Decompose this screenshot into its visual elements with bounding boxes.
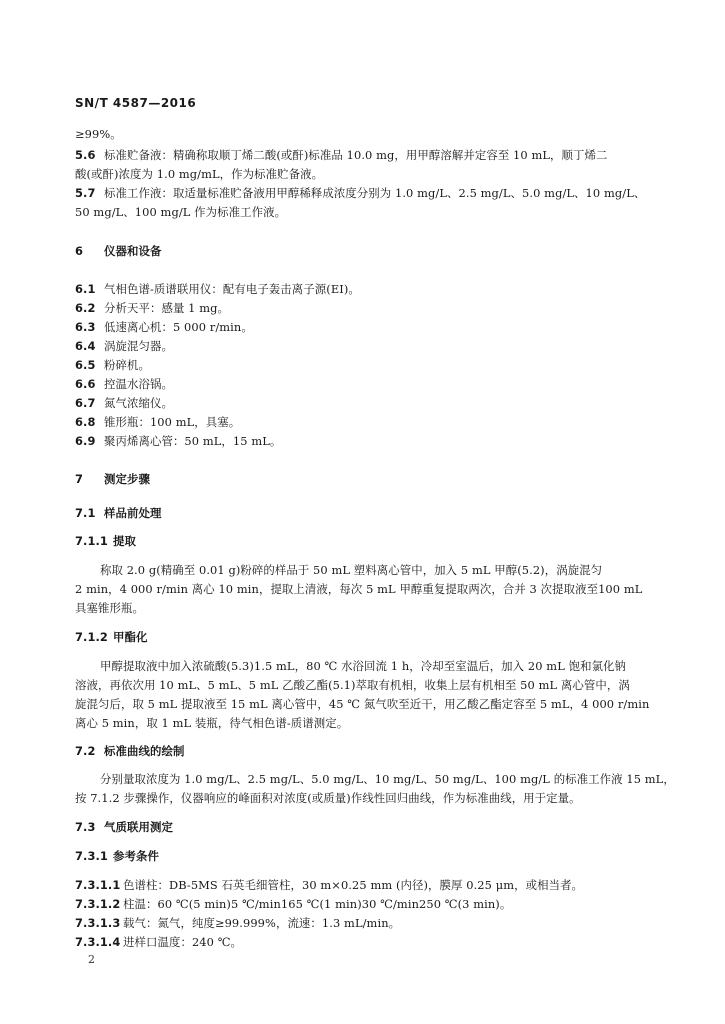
clause-6-5 [75, 358, 150, 373]
clause-text: 标准工作液：取适量标准贮备液用甲醇稀释成浓度分别为 1.0 mg/L、2.5 mg/L、5.0 mg/L、10 mg/L、 [104, 186, 646, 200]
section-number: 7.3.1 [75, 849, 108, 863]
paragraph-line: 2 min，4 000 r/min 离心 10 min，提取上清液，每次 5 mL 甲醇重复提取两次，合并 3 次提取液至100 mL [75, 582, 643, 596]
clause-5-6 [75, 148, 607, 163]
clause-number: 6.7 [75, 396, 96, 410]
page-number: 2 [88, 953, 95, 966]
clause-number: 6.4 [75, 339, 96, 353]
clause-text: 色谱柱：DB-5MS 石英毛细管柱，30 m×0.25 mm (内径)，膜厚 0.25 μm，或相当者。 [123, 878, 584, 892]
clause-7-3-1-1 [75, 878, 583, 893]
clause-6-9 [75, 434, 281, 449]
section-number: 6 [75, 244, 84, 258]
section-number: 7.1 [75, 506, 96, 520]
section-title: 提取 [113, 534, 136, 548]
paragraph-line: 分别量取浓度为 1.0 mg/L、2.5 mg/L、5.0 mg/L、10 mg/L、50 mg/L、100 mg/L 的标准工作液 15 mL， [100, 772, 675, 786]
clause-5-7 [75, 186, 645, 201]
text-line: 酸(或酐)浓度为 1.0 mg/mL，作为标准贮备液。 [75, 167, 324, 181]
section-7-heading [75, 472, 150, 487]
section-title: 甲酯化 [113, 630, 148, 644]
section-7-1-2-heading [75, 630, 147, 645]
clause-text: 低速离心机：5 000 r/min。 [104, 320, 253, 334]
standard-number-header: SN/T 4587—2016 [75, 96, 197, 110]
section-number: 7.3 [75, 820, 96, 834]
clause-number: 7.3.1.3 [75, 916, 121, 930]
section-title: 气质联用测定 [104, 820, 173, 834]
clause-text: 柱温：60 ℃(5 min)5 ℃/min165 ℃(1 min)30 ℃/min250 ℃(3 min)。 [123, 897, 512, 911]
paragraph-line: 旋混匀后，取 5 mL 提取液至 15 mL 离心管中，45 ℃ 氮气吹至近干，用乙酸乙酯定容至 5 mL，4 000 r/min [75, 697, 650, 711]
clause-7-3-1-3 [75, 916, 400, 931]
section-title: 标准曲线的绘制 [104, 744, 185, 758]
clause-number: 5.6 [75, 148, 96, 162]
clause-6-7 [75, 396, 173, 411]
clause-6-4 [75, 339, 173, 354]
paragraph-line: 具塞锥形瓶。 [75, 601, 144, 615]
text-line: ≥99%。 [75, 127, 122, 141]
clause-text: 标准贮备液：精确称取顺丁烯二酸(或酐)标准品 10.0 mg，用甲醇溶解并定容至 10 mL，顺丁烯二 [104, 148, 608, 162]
section-number: 7.1.1 [75, 534, 108, 548]
section-7-3-1-heading [75, 849, 159, 864]
section-7-1-heading [75, 506, 161, 521]
clause-6-2 [75, 301, 229, 316]
clause-7-3-1-2 [75, 897, 511, 912]
clause-number: 6.1 [75, 282, 96, 296]
section-title: 参考条件 [113, 849, 159, 863]
section-number: 7.1.2 [75, 630, 108, 644]
clause-7-3-1-4 [75, 935, 242, 950]
clause-text: 载气：氮气，纯度≥99.999%，流速：1.3 mL/min。 [123, 916, 401, 930]
clause-text: 分析天平：感量 1 mg。 [104, 301, 230, 315]
paragraph-line: 溶液，再依次用 10 mL、5 mL、5 mL 乙酸乙酯(5.1)萃取有机相，收集上层有机相至 50 mL 离心管中，涡 [75, 678, 630, 692]
section-number: 7.2 [75, 744, 96, 758]
clause-6-6 [75, 377, 173, 392]
clause-text: 氮气浓缩仪。 [104, 396, 173, 410]
section-7-3-heading [75, 820, 173, 835]
section-title: 样品前处理 [104, 506, 162, 520]
clause-text: 涡旋混匀器。 [104, 339, 173, 353]
clause-text: 进样口温度：240 ℃。 [123, 935, 243, 949]
section-6-heading [75, 244, 161, 259]
clause-number: 7.3.1.1 [75, 878, 121, 892]
clause-6-3 [75, 320, 253, 335]
clause-number: 6.3 [75, 320, 96, 334]
clause-number: 5.7 [75, 186, 96, 200]
section-7-1-1-heading [75, 534, 136, 549]
section-title: 仪器和设备 [104, 244, 162, 258]
clause-number: 6.2 [75, 301, 96, 315]
section-title: 测定步骤 [104, 472, 150, 486]
clause-number: 6.6 [75, 377, 96, 391]
paragraph-line: 按 7.1.2 步骤操作，仪器响应的峰面积对浓度(或质量)作线性回归曲线，作为标准曲线，用于定量。 [75, 791, 581, 805]
paragraph-line: 甲醇提取液中加入浓硫酸(5.3)1.5 mL，80 ℃ 水浴回流 1 h，冷却至室温后，加入 20 mL 饱和氯化钠 [100, 659, 627, 673]
text-line: 50 mg/L、100 mg/L 作为标准工作液。 [75, 205, 287, 219]
clause-text: 锥形瓶：100 mL，具塞。 [104, 415, 241, 429]
clause-number: 6.9 [75, 434, 96, 448]
clause-number: 7.3.1.4 [75, 935, 121, 949]
clause-text: 控温水浴锅。 [104, 377, 173, 391]
clause-number: 6.8 [75, 415, 96, 429]
paragraph-line: 称取 2.0 g(精确至 0.01 g)粉碎的样品于 50 mL 塑料离心管中，加入 5 mL 甲醇(5.2)，涡旋混匀 [100, 563, 603, 577]
clause-6-1 [75, 282, 360, 297]
clause-6-8 [75, 415, 240, 430]
clause-number: 7.3.1.2 [75, 897, 121, 911]
section-7-2-heading [75, 744, 184, 759]
clause-text: 聚丙烯离心管：50 mL，15 mL。 [104, 434, 282, 448]
paragraph-line: 离心 5 min，取 1 mL 装瓶，待气相色谱-质谱测定。 [75, 716, 349, 730]
clause-number: 6.5 [75, 358, 96, 372]
section-number: 7 [75, 472, 84, 486]
clause-text: 粉碎机。 [104, 358, 150, 372]
clause-text: 气相色谱-质谱联用仪：配有电子轰击离子源(EI)。 [104, 282, 360, 296]
